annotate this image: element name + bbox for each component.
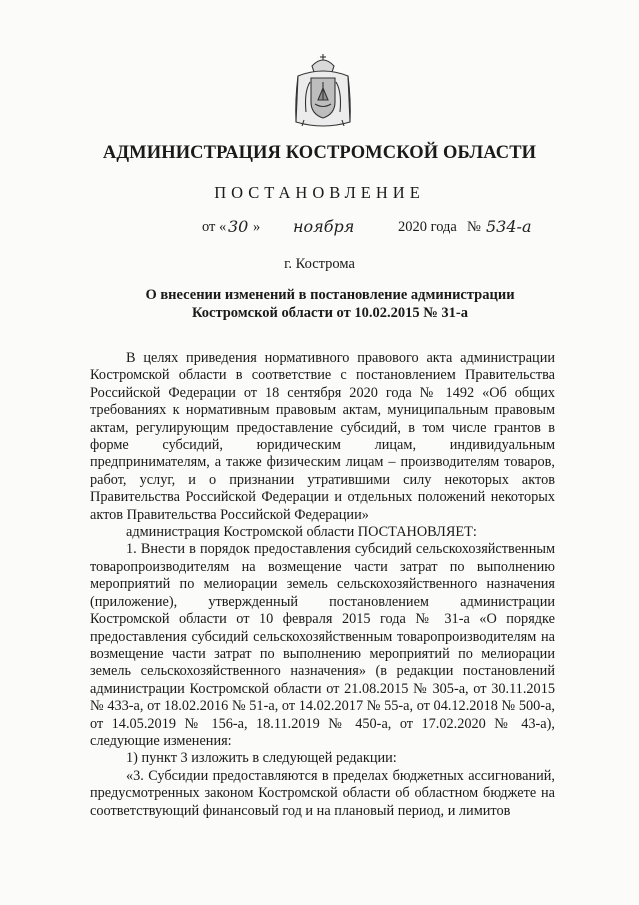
organization-title: АДМИНИСТРАЦИЯ КОСТРОМСКОЙ ОБЛАСТИ (102, 143, 537, 163)
paragraph-subitem-1: 1) пункт 3 изложить в следующей редакции: (126, 750, 397, 767)
document-body (90, 350, 555, 820)
paragraph-preamble: В целях приведения нормативного правового акта администрации Костромской области в соответствие с постановлением Правительства Российской Федерации от 18 сентября 2020 года № 1492 «Об общих требованиях к нормативным правовым актам, муниципальным правовым актам, регулирующим предоставление субсидий, в том числе грантов в форме субсидий, юридическим лицам, индивидуальным предпринимателям, а также физическим лицам – производителям товаров, работ, услуг, и о признании утратившими силу некоторых актов Правительства Российской Федерации и отдельных положений некоторых актов Правительства Российской Федерации» (90, 350, 555, 523)
paragraph-resolves: администрация Костромской области ПОСТАНОВЛЯЕТ: (126, 524, 477, 541)
subject-line-1: О внесении изменений в постановление администрации (145, 287, 515, 303)
coat-of-arms-emblem (292, 52, 354, 130)
date-quote-close: » (253, 219, 261, 235)
document-type: ПОСТАНОВЛЕНИЕ (214, 183, 425, 202)
number-sign: № (467, 219, 481, 235)
city-line: г. Кострома (284, 256, 355, 272)
date-prefix: от « (202, 219, 227, 235)
paragraph-item-1: 1. Внести в порядок предоставления субсидий сельскохозяйственным товаропроизводителям на возмещение части затрат по выполнению мероприятий по мелиорации земель сельскохозяйственного назначения (приложение), утвержденный постановлением администрации Костромской области от 10 февраля 2015 года № 31-а «О порядке предоставления субсидий сельскохозяйственным товаропроизводителям на возмещение части затрат по выполнению мероприятий по мелиорации земель сельскохозяйственного назначения» (в редакции постановлений администрации Костромской области от 21.08.2015 № 305-а, от 30.11.2015 № 433-а, от 18.02.2016 № 51-а, от 14.02.2017 № 55-а, от 04.12.2018 № 500-а, от 14.05.2019 № 156-а, 18.11.2019 № 450-а, от 17.02.2020 № 43-а), следующие изменения: (90, 541, 555, 749)
date-number-line (0, 217, 639, 239)
date-year: 2020 года (398, 219, 457, 235)
paragraph-quoted-clause-3: «3. Субсидии предоставляются в пределах бюджетных ассигнований, предусмотренных законом Костромской области об областном бюджете на соответствующий финансовый год и на плановый период, и лимитов (90, 767, 555, 819)
date-month-handwritten: ноября (293, 217, 355, 236)
document-subject (130, 286, 530, 322)
subject-line-2: Костромской области от 10.02.2015 № 31-а (191, 305, 469, 321)
date-day-handwritten: 30 (228, 217, 249, 236)
document-number-handwritten: 534-а (486, 217, 532, 236)
